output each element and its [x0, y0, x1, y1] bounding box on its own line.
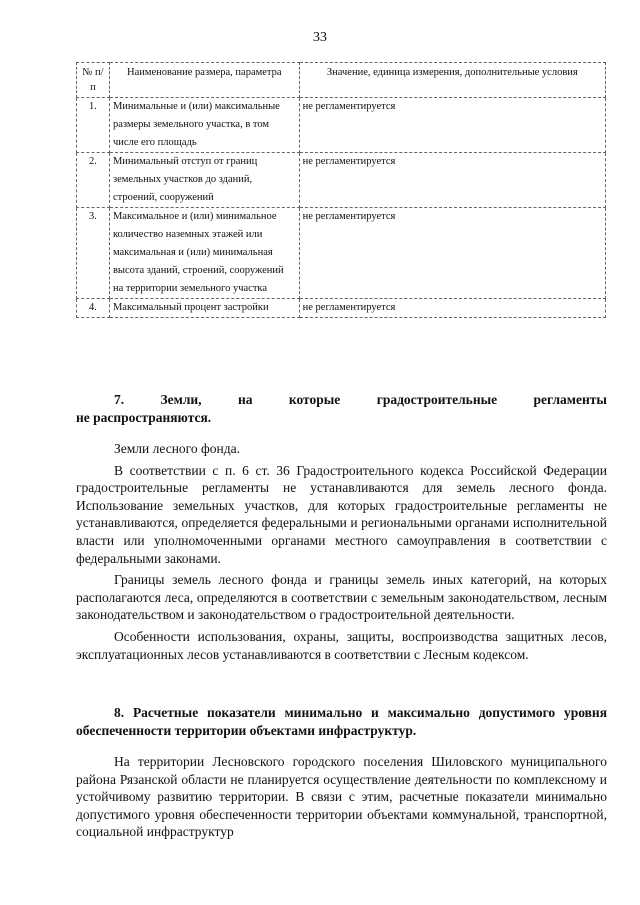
- header-value: Значение, единица измерения, дополнительные условия: [299, 63, 605, 98]
- row-parameter-name: Максимальный процент застройки: [109, 299, 299, 318]
- heading-word: которые: [288, 392, 341, 407]
- section-7-heading: [76, 391, 607, 426]
- heading-word: регламенты: [533, 392, 607, 407]
- row-number: 4.: [77, 299, 110, 318]
- table-row: [77, 208, 606, 299]
- header-number: № п/п: [77, 63, 110, 98]
- table-row: [77, 299, 606, 318]
- heading-word: Земли,: [160, 392, 202, 407]
- heading-word: градостроительные: [376, 392, 498, 407]
- row-number: 1.: [77, 98, 110, 153]
- table-row: [77, 98, 606, 153]
- paragraph: Особенности использования, охраны, защиты, воспроизводства защитных лесов, эксплуатационных лесов устанавливаются в соответствии с Лесным кодексом.: [76, 628, 607, 662]
- row-value: не регламентируется: [299, 208, 605, 299]
- section-7-body: [76, 440, 607, 663]
- row-parameter-name: Максимальное и (или) минимальное количество наземных этажей или максимальная и (или) минимальная высота зданий, строений, сооружений на территории земельного участка: [109, 208, 299, 299]
- table-header-row: [77, 63, 606, 98]
- paragraph: На территории Лесновского городского поселения Шиловского муниципального района Рязанской области не планируется осуществление деятельности по комплексному и устойчивому развитию территории. В связи с этим, расчетные показатели минимально допустимого уровня обеспеченности территории объектами коммунальной, транспортной, социальной инфраструктур: [76, 754, 607, 840]
- page-number: 33: [313, 30, 327, 45]
- section-8-body: [76, 753, 607, 841]
- paragraph: Земли лесного фонда.: [114, 441, 240, 456]
- row-number: 2.: [77, 153, 110, 208]
- row-number: 3.: [77, 208, 110, 299]
- row-parameter-name: Минимальный отступ от границ земельных участков до зданий, строений, сооружений: [109, 153, 299, 208]
- row-value: не регламентируется: [299, 98, 605, 153]
- heading-word: на: [237, 392, 253, 407]
- heading-text: 8. Расчетные показатели минимально и максимально допустимого уровня обеспеченности территории объектами инфраструктур.: [76, 705, 607, 738]
- table-row: [77, 153, 606, 208]
- section-8-heading: [76, 704, 607, 739]
- paragraph: Границы земель лесного фонда и границы земель иных категорий, на которых располагаются леса, определяются в соответствии с земельным законодательством, лесным законодательством и законодательством о градостроительной деятельности.: [76, 572, 607, 623]
- parameters-table: [76, 62, 606, 318]
- heading-word: 7.: [114, 392, 125, 407]
- paragraph: В соответствии с п. 6 ст. 36 Градостроительного кодекса Российской Федерации градостроительные регламенты не устанавливаются для земель лесного фонда. Использование земельных участков, для которых градостроительные регламенты не устанавливаются, определяется федеральными и региональными органами исполнительной власти или уполномоченными органами местного самоуправления в соответствии с федеральными законами.: [76, 462, 607, 566]
- heading-line-2: не распространяются.: [76, 409, 212, 425]
- row-value: не регламентируется: [299, 299, 605, 318]
- header-parameter-name: Наименование размера, параметра: [109, 63, 299, 98]
- row-parameter-name: Минимальные и (или) максимальные размеры земельного участка, в том числе его площадь: [109, 98, 299, 153]
- row-value: не регламентируется: [299, 153, 605, 208]
